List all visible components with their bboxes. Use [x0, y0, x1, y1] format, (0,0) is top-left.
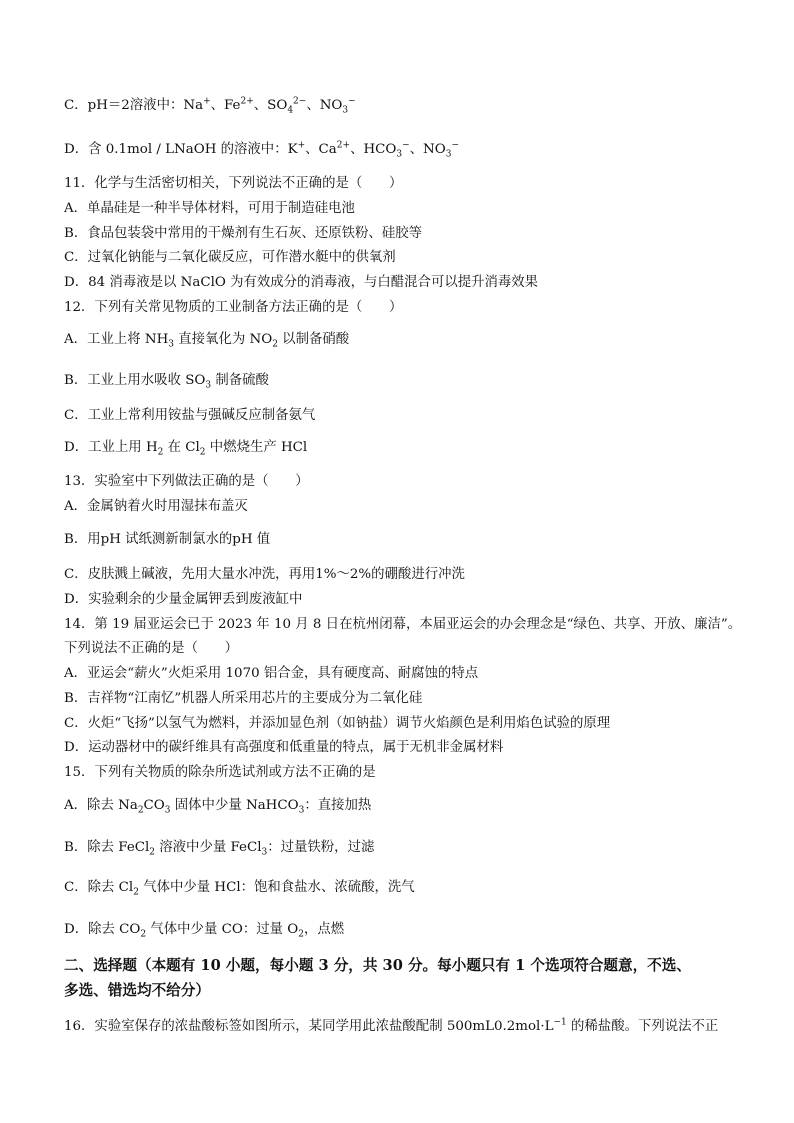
option-line: B．除去 FeCl$_2$ 溶液中少量 FeCl$_3$：过量铁粉，过滤	[64, 840, 375, 858]
option-line: B．吉祥物“江南忆”机器人所采用芯片的主要成分为二氧化硅	[64, 691, 423, 706]
option-line: B．食品包装袋中常用的干燥剂有生石灰、还原铁粉、硅胶等	[64, 226, 422, 241]
question-stem: 14．第 19 届亚运会已于 2023 年 10 月 8 日在杭州闭幕，本届亚运会的办会理念是“绿色、共享、开放、廉洁”。	[64, 617, 742, 632]
option-line: C．除去 $Cl_2$ 气体中少量 HCl：饱和食盐水、浓硫酸，洗气	[64, 880, 415, 898]
option-line: C．火炬“飞扬”以氢气为燃料，并添加显色剂（如钠盐）调节火焰颜色是利用焰色试验的原理	[64, 716, 611, 731]
option-line: D．除去 $CO_2$ 气体中少量 CO：过量 $O_2$，点燃	[64, 922, 345, 940]
option-line: A．除去 $Na_2CO_3$ 固体中少量 NaHCO$_3$：直接加热	[64, 798, 372, 816]
option-line: B．工业上用水吸收 $SO_3$ 制备硫酸	[64, 373, 269, 391]
option-line: C．pH＝2溶液中：Na+、$Fe^{2+}$、$SO_4^{2-}$、$NO_3^-$	[64, 96, 356, 116]
option-line: D．实验剩余的少量金属钾丢到废液缸中	[64, 592, 303, 607]
question-stem: 12．下列有关常见物质的工业制备方法正确的是（ ）	[64, 300, 403, 315]
option-line: D．84 消毒液是以 NaClO 为有效成分的消毒液，与白醋混合可以提升消毒效果	[64, 275, 539, 290]
option-line: A．单晶硅是一种半导体材料，可用于制造硅电池	[64, 201, 355, 216]
option-line: C．过氧化钠能与二氧化碳反应，可作潜水艇中的供氧剂	[64, 250, 396, 265]
question-stem: 13．实验室中下列做法正确的是（ ）	[64, 474, 309, 489]
option-line: D．含 0.1mol / LNaOH 的溶液中：K+、$Ca^{2+}$、$HCO_3^-$、$NO_3^-$	[64, 140, 460, 160]
option-line: C．皮肤溅上碱液，先用大量水冲洗，再用1%～2%的硼酸进行冲洗	[64, 567, 465, 582]
option-line: B．用pH 试纸测新制氯水的pH 值	[64, 532, 271, 547]
option-line: D．运动器材中的碳纤维具有高强度和低重量的特点，属于无机非金属材料	[64, 740, 504, 755]
question-stem: 11．化学与生活密切相关，下列说法不正确的是（ ）	[64, 176, 403, 191]
question-stem: 15．下列有关物质的除杂所选试剂或方法不正确的是	[64, 765, 376, 780]
option-line: A．金属钠着火时用湿抹布盖灭	[64, 499, 248, 514]
question-stem: 下列说法不正确的是（ ）	[64, 641, 239, 656]
question-stem: 16．实验室保存的浓盐酸标签如图所示，某同学用此浓盐酸配制 $500mL0.2mol\cdot L^{-1}$ 的稀盐酸。下列说法不正	[64, 1017, 719, 1034]
section-heading: 二、选择题（本题有 10 小题，每小题 3 分，共 30 分。每小题只有 1 个选项符合题意，不选、	[64, 957, 691, 974]
option-line: C．工业上常利用铵盐与强碱反应制备氨气	[64, 408, 316, 423]
option-line: A．工业上将 $NH_3$ 直接氧化为 $NO_2$ 以制备硝酸	[64, 332, 350, 350]
option-line: A．亚运会“薪火”火炬采用 1070 铝合金，具有硬度高、耐腐蚀的特点	[64, 666, 479, 681]
option-line: D．工业上用 $H_2$ 在 $Cl_2$ 中燃烧生产 HCl	[64, 440, 308, 458]
section-heading: 多选、错选均不给分）	[64, 982, 210, 999]
